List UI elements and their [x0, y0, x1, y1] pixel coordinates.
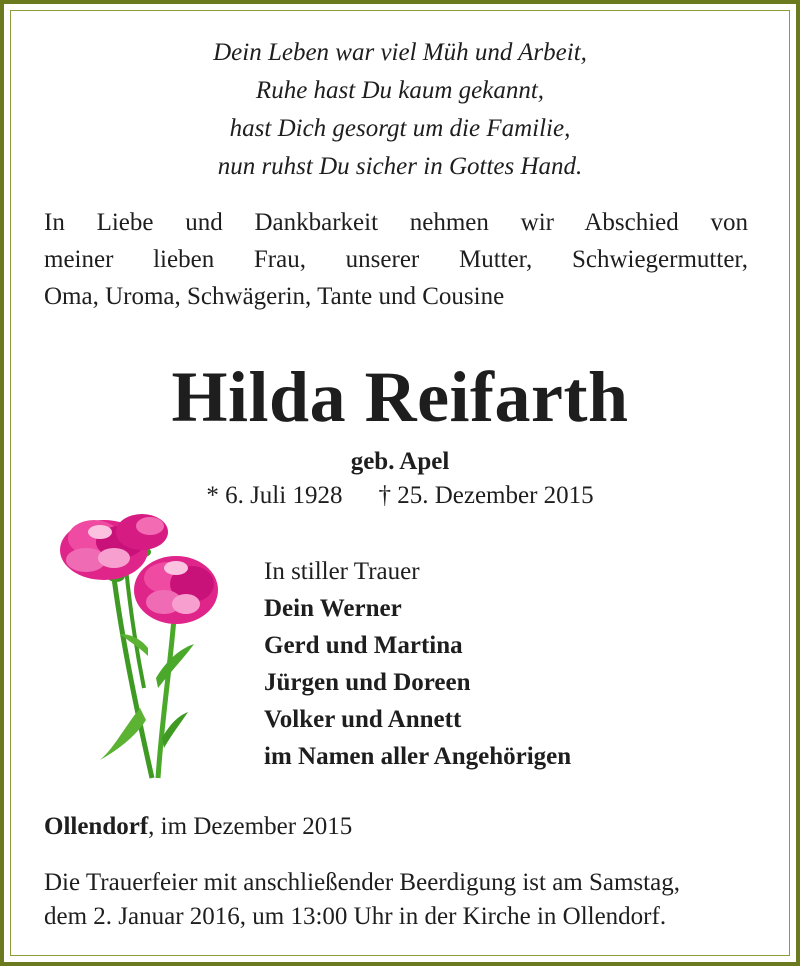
- intro-text: [44, 204, 748, 315]
- poem-line: nun ruhst Du sicher in Gottes Hand.: [217, 153, 583, 180]
- birth-name: geb. Apel: [350, 448, 450, 475]
- intro-line: meiner lieben Frau, unserer Mutter, Schwiegermutter,: [44, 246, 748, 273]
- ceremony-line: dem 2. Januar 2016, um 13:00 Uhr in der Kirche in Ollendorf.: [44, 903, 667, 930]
- intro-line: Oma, Uroma, Schwägerin, Tante und Cousine: [44, 283, 505, 310]
- mourner-name: Jürgen und Doreen: [264, 669, 471, 696]
- mourner-name: im Namen aller Angehörigen: [264, 743, 572, 770]
- deceased-name: Hilda Reifarth: [171, 357, 629, 437]
- birth-date: * 6. Juli 1928: [206, 482, 343, 509]
- mourner-name: Volker und Annett: [264, 706, 462, 733]
- poem: [0, 34, 800, 186]
- mourner-name: Gerd und Martina: [264, 632, 463, 659]
- poem-line: Dein Leben war viel Müh und Arbeit,: [213, 39, 587, 66]
- mourners-list: [264, 553, 571, 775]
- place-date: [44, 810, 352, 844]
- mourners-lead: In stiller Trauer: [264, 558, 420, 585]
- death-date: † 25. Dezember 2015: [378, 482, 594, 509]
- poem-line: hast Dich gesorgt um die Familie,: [229, 115, 571, 142]
- mourner-name: Dein Werner: [264, 595, 402, 622]
- ceremony-line: Die Trauerfeier mit anschließender Beerdigung ist am Samstag,: [44, 869, 680, 896]
- ceremony-info: [44, 866, 754, 934]
- carnation-flower-icon: [44, 498, 234, 788]
- place-town: Ollendorf: [44, 813, 149, 840]
- poem-line: Ruhe hast Du kaum gekannt,: [255, 77, 545, 104]
- intro-line: In Liebe und Dankbarkeit nehmen wir Abschied von: [44, 209, 748, 236]
- place-date-text: , im Dezember 2015: [148, 813, 353, 840]
